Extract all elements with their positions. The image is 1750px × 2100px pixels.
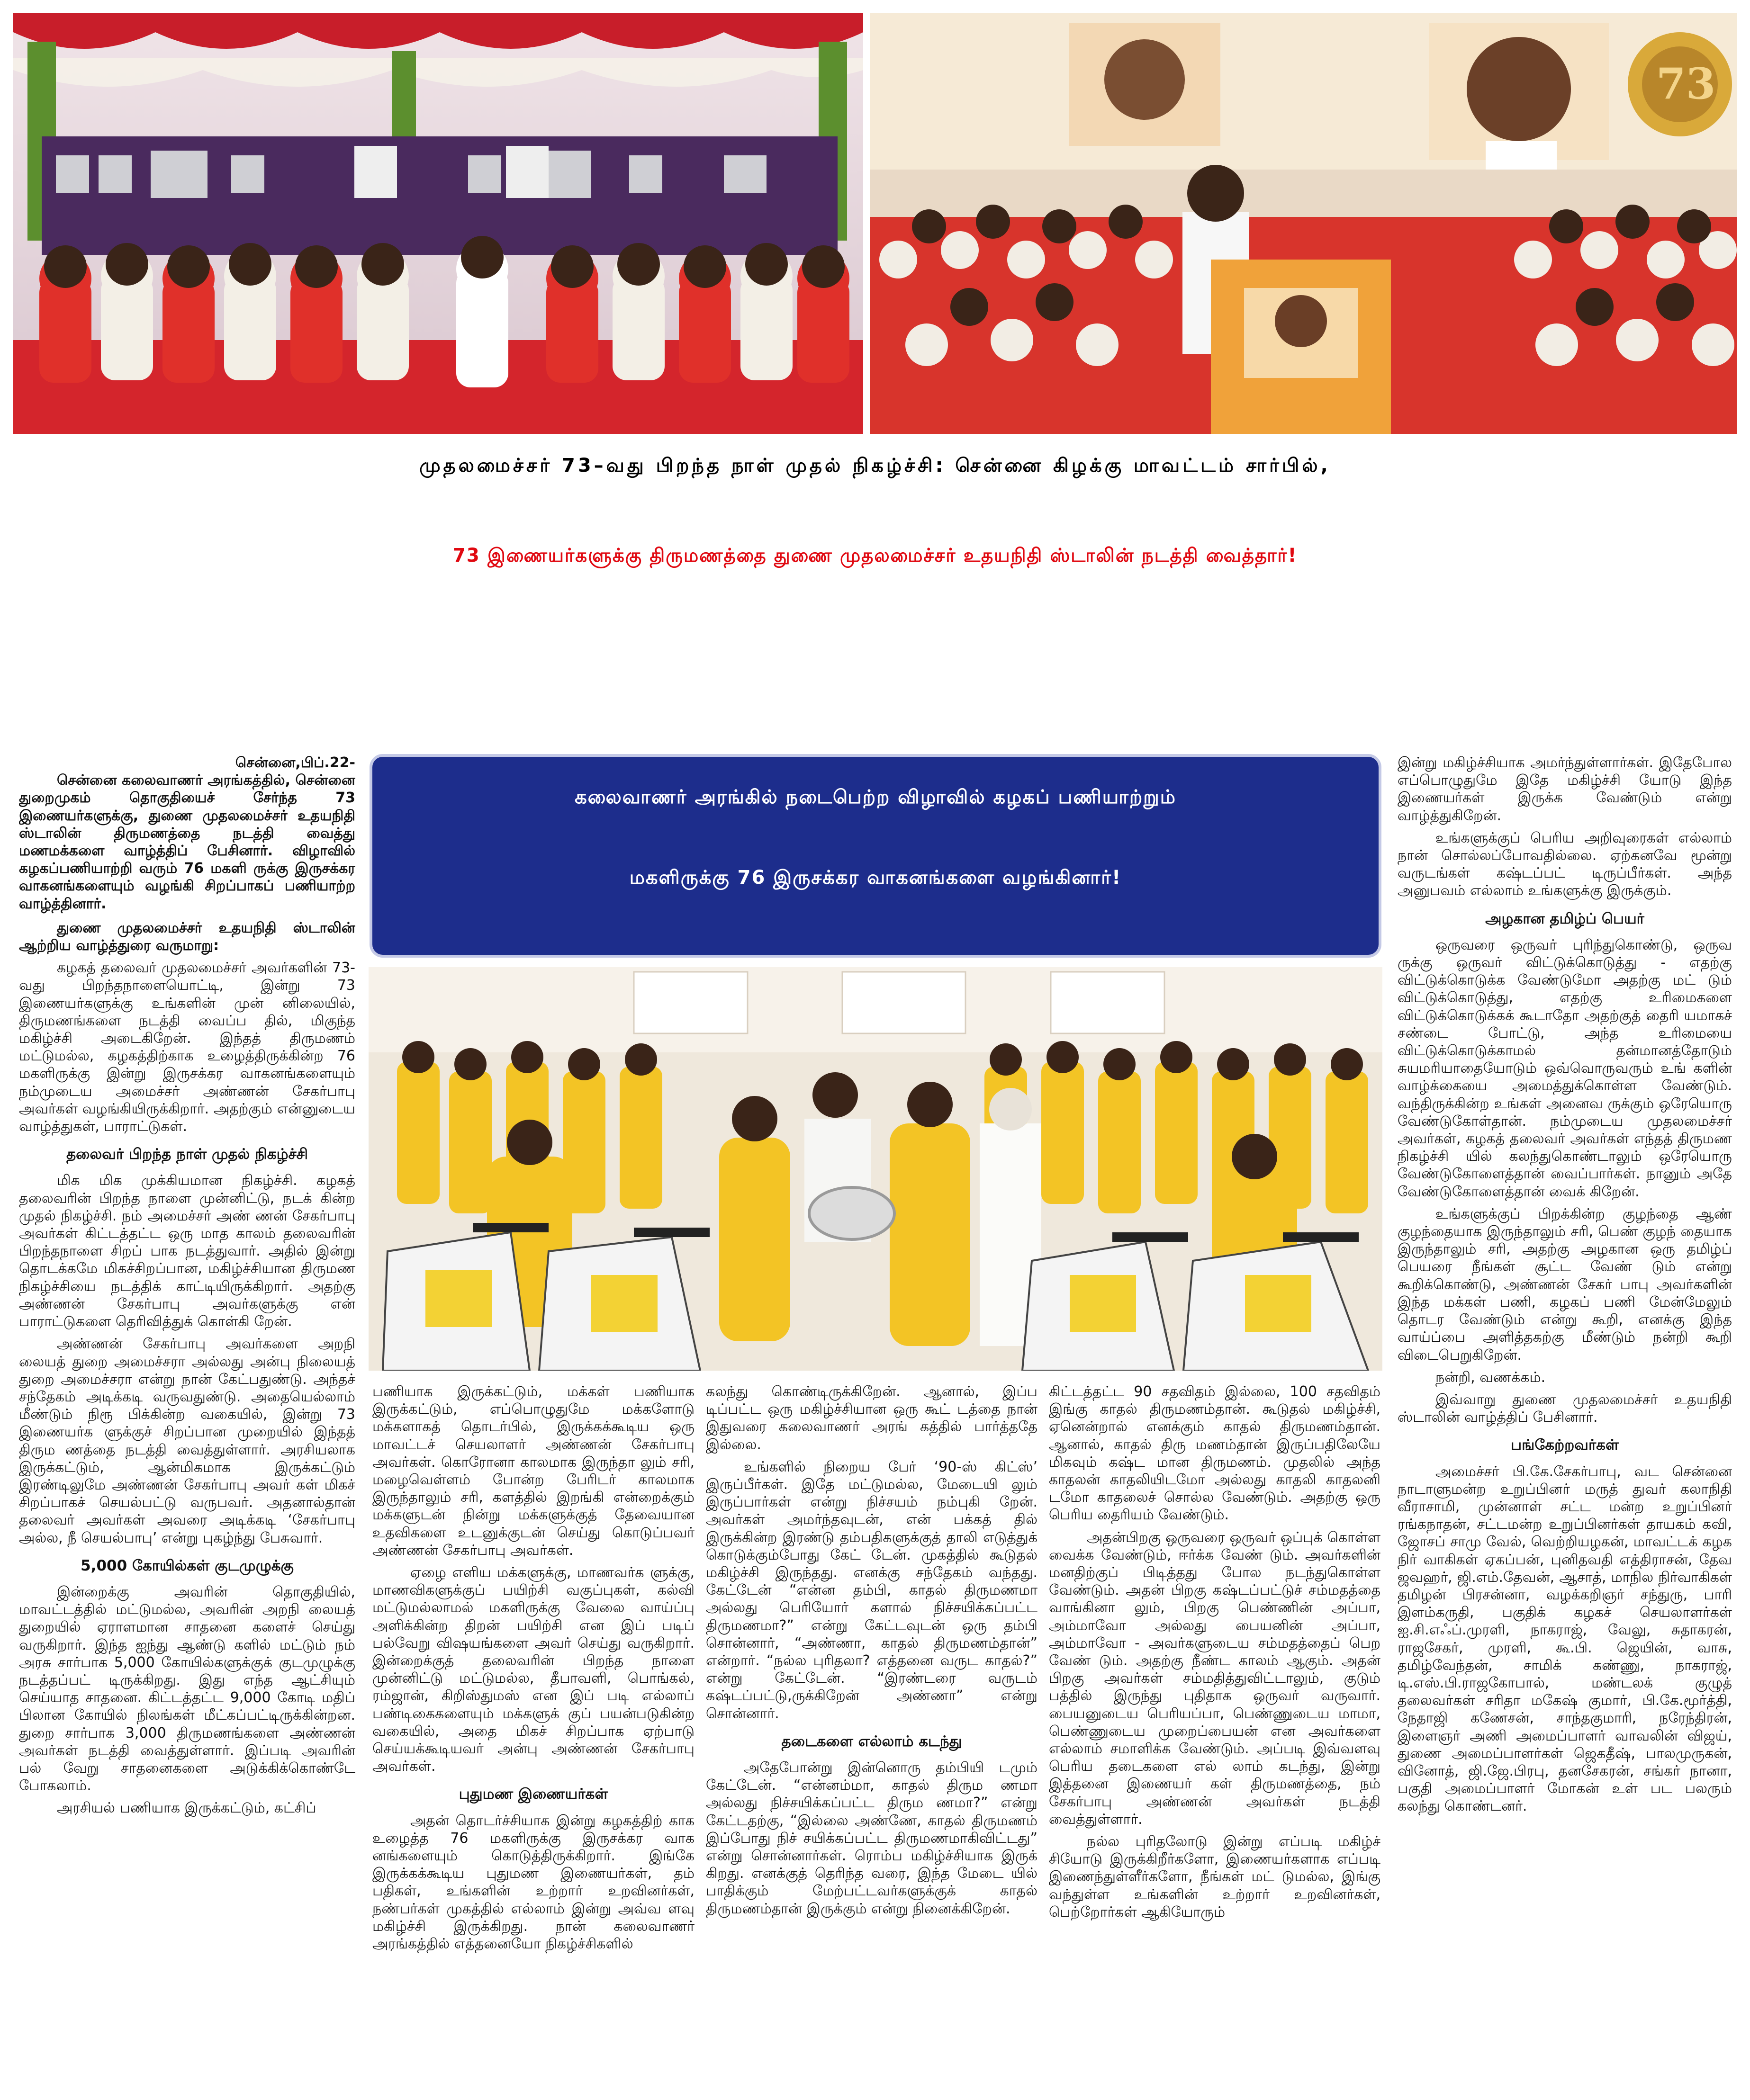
paragraph: நல்ல புரிதலோடு இன்று எப்படி மகிழ்ச் சியோடு இருக்கிறீர்களோ, இணையர்களாக எப்படி இணைந்துள்ளீர்களோ, நீங்கள் மட் டுமல்ல, இங்கு வந்துள்ள உங்களின் உற்றார் உறவினர்கள், பெற்றோர்கள் ஆகியோரும் xyxy=(1049,1833,1380,1921)
subheading: பங்கேற்றவர்கள் xyxy=(1511,1436,1619,1454)
paragraph: இன்று மகிழ்ச்சியாக அமர்ந்துள்ளார்கள். இதேபோல எப்பொழுதுமே இதே மகிழ்ச்சி யோடு இந்த இணையர்கள் இருக்க வேண்டும் என்று வாழ்த்துகிறேன். xyxy=(1398,754,1732,824)
lead-paragraph: சென்னை கலைவாணர் அரங்கத்தில், சென்னை துறைமுகம் தொகுதியைச் சேர்ந்த 73 இணையர்களுக்கு, துணை முதலமைச்சர் உதயநிதி ஸ்டாலின் திருமணத்தை நடத்தி வைத்து மணமக்களை வாழ்த்திப் பேசினார். விழாவில் கழகப்பணியாற்றி வரும் 76 மகளி ருக்கு இருசக்கர வாகனங்களையும் வழங்கி சிறப்பாகப் பணியாற்ற வாழ்த்தினார். xyxy=(19,772,355,912)
paragraph: இவ்வாறு துணை முதலமைச்சர் உதயநிதி ஸ்டாலின் வாழ்த்திப் பேசினார். xyxy=(1398,1391,1732,1426)
article-column-3 xyxy=(706,1383,1037,2093)
speech-intro: துணை முதலமைச்சர் உதயநிதி ஸ்டாலின் ஆற்றிய வாழ்த்துரை வருமாறு: xyxy=(19,919,355,954)
two-wheeler-distribution-photo xyxy=(369,967,1382,1371)
paragraph: கழகத் தலைவர் முதலமைச்சர் அவர்களின் 73-வது பிறந்தநாளையொட்டி, இன்று 73 இணையர்களுக்கு உங்களின் முன் னிலையில், திருமணங்களை நடத்தி வைப்ப தில், மிகுந்த மகிழ்ச்சி அடைகிறேன். இந்தத் திருமணம் மட்டுமல்ல, கழகத்திற்காக உழைத்திருக்கின்ற 76 மகளிருக்கு இன்று இருசக்கர வாகனங்களையும் நம்முடைய அமைச்சர் அண்ணன் சேகர்பாபு அவர்கள் வழங்கியிருக்கிறார். அதற்கும் என்னுடைய வாழ்த்துகள், பாராட்டுகள். xyxy=(19,960,355,1135)
article-column-5 xyxy=(1398,754,1732,2094)
wedding-ceremony-stage-photo xyxy=(13,13,863,434)
stage-banner-number: 73 xyxy=(1656,59,1716,109)
paragraph: உங்களுக்குப் பெரிய அறிவுரைகள் எல்லாம் நான் சொல்லப்போவதில்லை. ஏற்கனவே மூன்று வருடங்கள் கஷ்டப்பட் டிருப்பீர்கள். அந்த அனுபவம் எல்லாம் உங்களுக்கு இருக்கும். xyxy=(1398,829,1732,899)
dateline: சென்னை,பிப்.22- xyxy=(235,754,355,771)
article-column-4 xyxy=(1049,1383,1380,2093)
paragraph: இன்றைக்கு அவரின் தொகுதியில், மாவட்டத்தில் மட்டுமல்ல, அவரின் அறநி லையத் துறையில் ஏராளமான சாதனை களைச் செய்து வருகிறார். இந்த ஐந்து ஆண்டு களில் மட்டும் நம் அரசு சார்பாக 5,000 கோயில்களுக்குக் குடமுழுக்கு நடத்தப்பட் டிருக்கிறது. இது எந்த ஆட்சியும் செய்யாத சாதனை. கிட்டத்தட்ட 9,000 கோடி மதிப் பிலான கோயில் நிலங்கள் மீட்கப்பட்டிருக்கின்றன. துறை சார்பாக 3,000 திருமணங்களை அண்ணன் அவர்கள் நடத்தி வைத்துள்ளார். இப்படி அவரின் பல் வேறு சாதனைகளை அடுக்கிக்கொண்டே போகலாம். xyxy=(19,1583,355,1795)
paragraph: அமைச்சர் பி.கே.சேகர்பாபு, வட சென்னை நாடாளுமன்ற உறுப்பினர் மருத் துவர் கலாநிதி வீராசாமி, முன்னாள் சட்ட மன்ற உறுப்பினர் ரங்கநாதன், சட்டமன்ற உறுப்பினர்கள் தாயகம் கவி, ஜோசப் சாமு வேல், வெற்றியழகன், மாவட்டக் கழக நிர் வாகிகள் ஏகப்பன், புனிதவதி எத்திராசன், தேவ ஜவஹர், ஜி.எம்.தேவன், ஆசாத், மாநில நிர்வாகிகள் தமிழன் பிரசன்னா, வழக்கறிஞர் சந்துரு, பாரி இளம்கருதி, பகுதிக் கழகச் செயலாளர்கள் ஐ.சி.எஃப்.முரளி, நாகராஜ், வேலு, சுதாகரன், ராஜசேகர், முரளி, கூ.பி. ஜெயின், வாசு, தமிழ்வேந்தன், சாமிக் கண்ணு, நாகராஜ், டி.எஸ்.பி.ராஜகோபால், மண்டலக் குழுத் தலைவர்கள் சரிதா மகேஷ் குமார், பி.கே.மூர்த்தி, நேதாஜி கணேசன், சாந்தகுமாரி, நரேந்திரன், இளைஞர் அணி அமைப்பாளர் வாவலின் விஜய், துணை அமைப்பாளர்கள் ஜெகதீஷ், பாலமுருகன், வினோத், ஜி.ஜே.பிரபு, தனசேகரன், சங்கர் நானா, பகுதி அமைப்பாளர் மோகன் உள் பட பலரும் கலந்து கொண்டனர். xyxy=(1398,1463,1732,1815)
subheading: அழகான தமிழ்ப் பெயர் xyxy=(1485,910,1644,927)
subheading: புதுமண இணையர்கள் xyxy=(459,1786,608,1803)
article-column-1 xyxy=(19,754,355,2094)
subheading: தலைவர் பிறந்த நாள் முதல் நிகழ்ச்சி xyxy=(66,1146,308,1163)
paragraph: உங்களுக்குப் பிறக்கின்ற குழந்தை ஆண் குழந்தையாக இருந்தாலும் சரி, பெண் குழந் தையாக இருந்தாலும் சரி, அதற்கு அழகான ஒரு தமிழ்ப் பெயரை நீங்கள் சூட்ட வேண் டும் என்று கூறிக்கொண்டு, அண்ணன் சேகர் பாபு அவர்களின் இந்த மக்கள் பணி, கழகப் பணி மேன்மேலும் தொடர வேண்டும் என்று கூறி, எனக்கு இந்த வாய்ப்பை அளித்தகற்கு மீண்டும் நன்றி கூறி விடைபெறுகிறேன். xyxy=(1398,1205,1732,1364)
headline-line-1: முதலமைச்சர் 73–வது பிறந்த நாள் முதல் நிகழ்ச்சி: சென்னை கிழக்கு மாவட்டம் சார்பில், xyxy=(419,455,1331,476)
paragraph: அதன் தொடர்ச்சியாக இன்று கழகத்திற் காக உழைத்த 76 மகளிருக்கு இருசக்கர வாக னங்களையும் கொடுத்திருக்கிறார். இங்கே இருக்கக்கூடிய புதுமண இணையர்கள், தம் பதிகள், உங்களின் உற்றார் உறவினர்கள், நண்பர்கள் முகத்தில் எல்லாம் இன்று அவ்வ ளவு மகிழ்ச்சி இருக்கிறது. நான் கலைவாணர் அரங்கத்தில் எத்தனையோ நிகழ்ச்சிகளில் xyxy=(372,1812,695,1953)
paragraph: கலந்து கொண்டிருக்கிறேன். ஆனால், இப்ப டிப்பட்ட ஒரு மகிழ்ச்சியான ஒரு கூட் டத்தை நான் இதுவரை கலைவாணர் அரங் கத்தில் பார்த்ததே இல்லை. xyxy=(706,1383,1037,1453)
paragraph: அண்ணன் சேகர்பாபு அவர்களை அறநி லையத் துறை அமைச்சரா அல்லது அன்பு நிலையத் துறை அமைச்சரா என்று நான் கேட்பதுண்டு. அந்தச் சந்தேகம் அடிக்கடி வருவதுண்டு. அதையெல்லாம் மீண்டும் நிரூ பிக்கின்ற வகையில், இன்று 73 இணையர்க ளுக்குச் சிறப்பான முறையில் இந்தத் திரும ணத்தை நடத்தி வைத்துள்ளார். அரசியலாக இருக்கட்டும், ஆன்மிகமாக இருக்கட்டும் இரண்டிலுமே அண்ணன் சேகர்பாபு அவர் கள் மிகச் சிறப்பாகச் செயல்பட்டு வருபவர். அதனால்தான் தலைவர் அவர்கள் அவரை அடிக்கடி ‘சேகர்பாபு அல்ல, நீ செயல்பாபு’ என்று புகழ்ந்து பேசுவார். xyxy=(19,1336,355,1546)
paragraph: கிட்டத்தட்ட 90 சதவிதம் இல்லை, 100 சதவிதம் இங்கு காதல் திருமணம்தான். கூடுதல் மகிழ்ச்சி, ஏனென்றால் எனக்கும் காதல் திருமணம்தான். ஆனால், காதல் திரு மணம்தான் இருப்பதிலேயே மிகவும் கஷ்ட மான திருமணம். முதலில் அந்த காதலன் காதலியிடமோ அல்லது காதலி காதலனி டமோ காதலைச் சொல்ல வேண்டும். அதற்கு ஒரு பெரிய தைரியம் வேண்டும். xyxy=(1049,1383,1380,1524)
paragraph: நன்றி, வணக்கம். xyxy=(1435,1369,1546,1386)
paragraph: உங்களில் நிறைய பேர் ‘90-ஸ் கிட்ஸ்’ இருப்பீர்கள். இதே மட்டுமல்ல, மேடையி லும் இருப்பார்கள் என்று நிச்சயம் நம்புகி றேன். அவர்கள் அமர்ந்தவுடன், என் பக்கத் தில் இருக்கின்ற இரண்டு தம்பதிகளுக்குத் தாலி எடுத்துக் கொடுக்கும்போது கேட் டேன். முகத்தில் கூடுதல் மகிழ்ச்சி இருந்தது. எனக்கு சந்தேகம் வந்தது. கேட்டேன் “என்ன தம்பி, காதல் திருமணமா அல்லது பெரியோர் களால் நிச்சயிக்கப்பட்ட திருமணமா?” என்று கேட்டவுடன் ஒரு தம்பி சொன்னார், “அண்ணா, காதல் திருமணம்தான்” என்றார். “நல்ல புரிதலா? எத்தனை வருட காதல்?” என்று கேட்டேன். “இரண்டரை வருடம் கஷ்டப்பட்டு,ருக்கிறேன் அண்ணா” என்று சொன்னார். xyxy=(706,1458,1037,1722)
banner-line-1: கலைவாணர் அரங்கில் நடைபெற்ற விழாவில் கழகப் பணியாற்றும் xyxy=(575,786,1176,808)
subheading-banner xyxy=(370,754,1381,958)
deputy-cm-speech-photo xyxy=(870,13,1737,434)
paragraph: அதன்பிறகு ஒருவரை ஒருவர் ஒப்புக் கொள்ள வைக்க வேண்டும், ஈர்க்க வேண் டும். அவர்களின் மனதிற்குப் பிடித்தது போல நடந்துகொள்ள வேண்டும். அதன் பிறகு கஷ்டப்பட்டுச் சம்மதத்தை வாங்கினா லும், பிறகு பெண்ணின் அப்பா, அம்மாவோ அல்லது பையனின் அப்பா, அம்மாவோ - அவர்களுடைய சம்மதத்தைப் பெற வேண் டும். அதற்கு நீண்ட காலம் ஆகும். அதன் பிறகு அவர்கள் சம்மதித்துவிட்டாலும், குடும் பத்தில் இருந்து புதிதாக ஒருவர் வருவார். பையனுடைய பெரியப்பா, பெண்ணுடைய மாமா, பெண்ணுடைய முறைப்பையன் என அவர்களை எல்லாம் சமாளிக்க வேண்டும். அப்படி இவ்வளவு பெரிய தடைகளை எல் லாம் கடந்து, இன்று இத்தனை இணையர் கள் திருமணத்தை, நம் சேகர்பாபு அண்ணன் அவர்கள் நடத்தி வைத்துள்ளார். xyxy=(1049,1529,1380,1828)
paragraph: அதேபோன்று இன்னொரு தம்பியி டமும் கேட்டேன். “என்னம்மா, காதல் திரும ணமா அல்லது நிச்சயிக்கப்பட்ட திரும ணமா?” என்று கேட்டதற்கு, “இல்லை அண்ணே, காதல் திருமணம் இப்போது நிச் சயிக்கப்பட்ட திருமணமாகிவிட்டது” என்று சொன்னார்கள். ரொம்ப மகிழ்ச்சியாக இருக் கிறது. எனக்குத் தெரிந்த வரை, இந்த மேடை யில் பாதிக்கும் மேற்பட்டவர்களுக்குக் காதல் திருமணம்தான் இருக்கும் என்று நினைக்கிறேன். xyxy=(706,1759,1037,1917)
headline-line-2: 73 இணையர்களுக்கு திருமணத்தை துணை முதலமைச்சர் உதயநிதி ஸ்டாலின் நடத்தி வைத்தார்! xyxy=(452,545,1298,566)
paragraph: பணியாக இருக்கட்டும், மக்கள் பணியாக இருக்கட்டும், எப்பொழுதுமே மக்களோடு மக்களாகத் தொடர்பில், இருக்கக்கூடிய ஒரு மாவட்டச் செயலாளர் அண்ணன் சேகர்பாபு அவர்கள். கொரோனா காலமாக இருந்தா லும் சரி, மழைவெள்ளம் போன்ற பேரிடர் காலமாக இருந்தாலும் சரி, களத்தில் இறங்கி என்றைக்கும் மக்களுடன் நின்று மக்களுக்குத் தேவையான உதவிகளை உடனுக்குடன் செய்து கொடுப்பவர் அண்ணன் சேகர்பாபு அவர்கள். xyxy=(372,1383,695,1559)
paragraph: மிக மிக முக்கியமான நிகழ்ச்சி. கழகத் தலைவரின் பிறந்த நாளை முன்னிட்டு, நடக் கின்ற முதல் நிகழ்ச்சி. நம் அமைச்சர் அண் ணன் சேகர்பாபு அவர்கள் கிட்டத்தட்ட ஒரு மாத காலம் தலைவரின் பிறந்தநாளை சிறப் பாக நடத்துவார். அதில் இன்று தொடக்கமே மிகச்சிறப்பான, மகிழ்ச்சியான திருமண நிகழ்ச்சியை நடத்திக் காட்டியிருக்கிறார். அதற்கு அண்ணன் சேகர்பாபு அவர்களுக்கு என் பாராட்டுகளை தெரிவித்துக் கொள்கி றேன். xyxy=(19,1172,355,1330)
subheading: தடைகளை எல்லாம் கடந்து xyxy=(781,1732,962,1750)
subheading: 5,000 கோயில்கள் குடமுழுக்கு xyxy=(81,1557,294,1574)
banner-line-2: மகளிருக்கு 76 இருசக்கர வாகனங்களை வழங்கினார்! xyxy=(629,867,1122,888)
paragraph: அரசியல் பணியாக இருக்கட்டும், கட்சிப் xyxy=(57,1800,316,1817)
paragraph: ஏழை எளிய மக்களுக்கு, மாணவர்க ளுக்கு, மாணவிகளுக்குப் பயிற்சி வகுப்புகள், கல்வி மட்டுமல்லாமல் மகளிருக்கு வேலை வாய்ப்பு அளிக்கின்ற திறன் பயிற்சி என இப் படிப் பல்வேறு விஷயங்களை அவர் செய்து வருகிறார். இன்றைக்குத் தலைவரின் பிறந்த நாளை முன்னிட்டு மட்டுமல்ல, தீபாவளி, பொங்கல், ரம்ஜான், கிறிஸ்துமஸ் என இப் படி எல்லாப் பண்டிகைகளையும் மக்களுக் குப் பயன்படுகின்ற வகையில், அதை மிகச் சிறப்பாக ஏற்பாடு செய்யக்கூடியவர் அன்பு அண்ணன் சேகர்பாபு அவர்கள். xyxy=(372,1564,695,1775)
paragraph: ஒருவரை ஒருவர் புரிந்துகொண்டு, ஒருவ ருக்கு ஒருவர் விட்டுக்கொடுத்து - எதற்கு விட்டுக்கொடுக்க வேண்டுமோ அதற்கு மட் டும் விட்டுக்கொடுத்து, எதற்கு உரிமைகளை விட்டுக்கொடுக்கக் கூடாதோ அதற்குத் தைரி யமாகச் சண்டை போட்டு, அந்த உரிமையை விட்டுக்கொடுக்காமல் தன்மானத்தோடும் சுயமரியாதையோடும் ஒவ்வொருவரும் உங் களின் வாழ்க்கையை அமைத்துக்கொள்ள வேண்டும். வந்திருக்கின்ற உங்கள் அனைவ ருக்கும் ஒரேயொரு வேண்டுகோள்தான். நம்முடைய முதலமைச்சர் அவர்கள், கழகத் தலைவர் அவர்கள் எந்தத் திருமண நிகழ்ச்சி யில் கலந்துகொண்டாலும் ஒரேயொரு வேண்டுகோளைத்தான் வைப்பார்கள். நானும் அதே வேண்டுகோளைத்தான் வைக் கிறேன். xyxy=(1398,936,1732,1200)
article-column-2 xyxy=(372,1383,695,2093)
